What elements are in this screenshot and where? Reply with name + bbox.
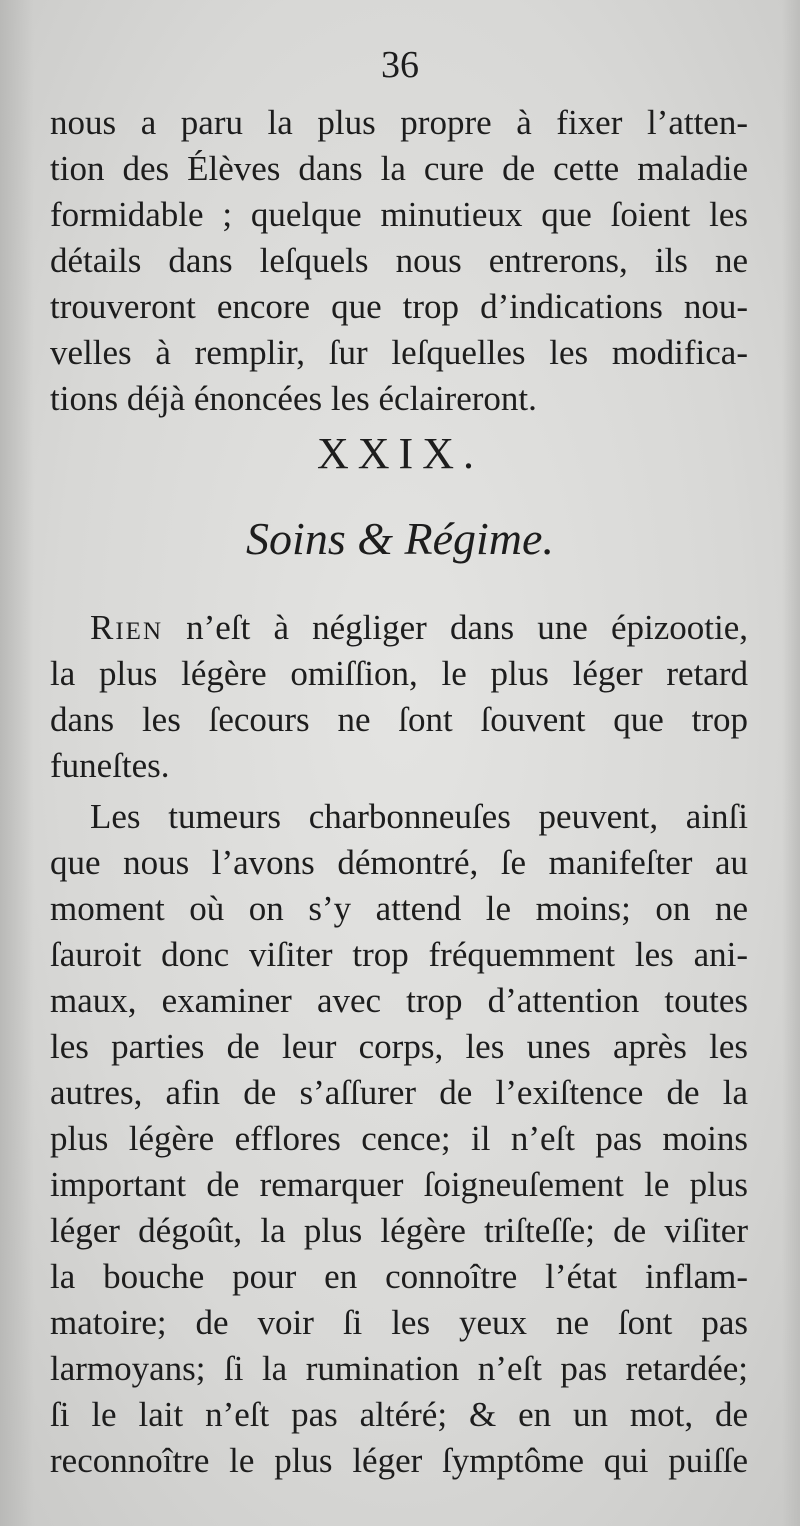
text-line: léger dégoût, la plus légère triſteſſe; de viſiter — [50, 1211, 748, 1250]
text-line: les parties de leur corps, les unes après les — [50, 1027, 748, 1066]
paragraph-1 — [50, 605, 748, 789]
text-line: larmoyans; ſi la rumination n’eſt pas retardée; — [50, 1349, 748, 1388]
text-line: Les tumeurs charbonneuſes peuvent, ainſi — [90, 797, 748, 836]
text-line: la plus légère omiſſion, le plus léger retard — [50, 654, 748, 693]
page-shadow-left — [0, 0, 34, 1526]
text-line: la bouche pour en connoître l’état inflam- — [50, 1257, 748, 1296]
text-line: autres, afin de s’aſſurer de l’exiſtence de la — [50, 1073, 748, 1112]
text-line: matoire; de voir ſi les yeux ne ſont pas — [50, 1303, 748, 1342]
text-line: moment où on s’y attend le moins; on ne — [50, 889, 748, 928]
text-line: nous a paru la plus propre à fixer l’atten- — [50, 103, 748, 142]
text-line: dans les ſecours ne ſont ſouvent que trop — [50, 700, 748, 739]
text-line: tions déjà énoncées les éclaireront. — [50, 379, 537, 418]
continued-paragraph — [50, 100, 748, 422]
first-line-rest: n’eſt à négliger dans une épizootie, — [163, 608, 748, 647]
page-number: 36 — [381, 44, 419, 86]
drop-word: Rien — [90, 608, 163, 647]
text-line: important de remarquer ſoigneuſement le plus — [50, 1165, 748, 1204]
paragraph-2 — [50, 794, 748, 1484]
section-number: XXIX. — [317, 429, 483, 478]
page-shadow-right — [782, 0, 800, 1526]
section-title: Soins & Régime. — [246, 513, 554, 564]
text-line: velles à remplir, ſur leſquelles les modifica- — [50, 333, 748, 372]
text-line: plus légère efflores cence; il n’eſt pas moins — [50, 1119, 748, 1158]
text-line: reconnoître le plus léger ſymptôme qui puiſſe — [50, 1441, 748, 1480]
text-line: ſi le lait n’eſt pas altéré; & en un mot, de — [50, 1395, 748, 1434]
text-line: ſauroit donc viſiter trop fréquemment les ani- — [50, 935, 748, 974]
text-line: détails dans leſquels nous entrerons, ils ne — [50, 241, 748, 280]
text-line: tion des Élèves dans la cure de cette maladie — [50, 149, 748, 188]
text-line: formidable ; quelque minutieux que ſoient les — [50, 195, 748, 234]
text-line: funeſtes. — [50, 746, 170, 785]
text-line: que nous l’avons démontré, ſe manifeſter au — [50, 843, 748, 882]
text-line — [50, 605, 748, 651]
text-line: trouveront encore que trop d’indications nou- — [50, 287, 748, 326]
text-line: maux, examiner avec trop d’attention toutes — [50, 981, 748, 1020]
